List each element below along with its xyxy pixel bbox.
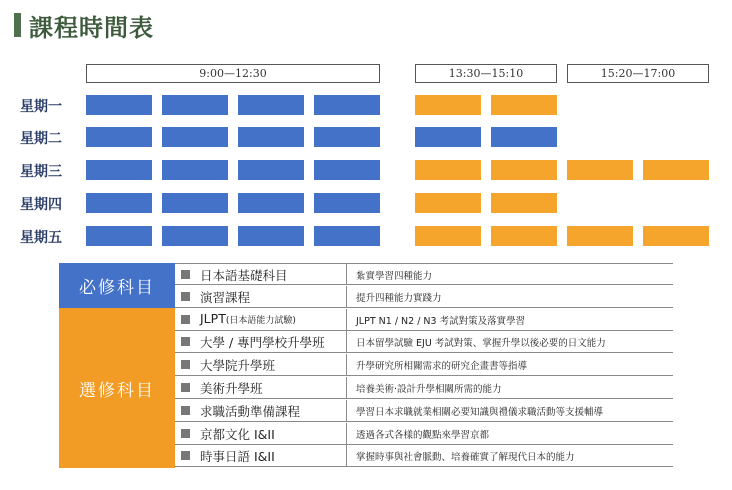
course-description: 掌握時事與社會脈動、培養確實了解現代日本的能力 — [356, 452, 575, 464]
elective-class-slot — [415, 95, 481, 115]
day-label: 星期一 — [20, 99, 62, 115]
required-class-slot — [415, 127, 481, 147]
course-row — [175, 354, 673, 376]
course-name — [200, 402, 300, 420]
course-description: 日本留學試驗 EJU 考試對策、掌握升學以後必要的日文能力 — [356, 338, 606, 350]
course-description: 提升四種能力實踐力 — [356, 292, 442, 304]
required-class-slot — [314, 226, 380, 246]
course-row — [175, 423, 673, 445]
elective-class-slot — [567, 226, 633, 246]
required-class-slot — [86, 95, 152, 115]
column-divider — [346, 354, 347, 375]
course-name-text: 求職活動準備課程 — [200, 403, 301, 419]
required-class-slot — [86, 193, 152, 213]
time-slot-afternoon-2: 15:20—17:00 — [567, 64, 709, 83]
required-class-slot — [86, 160, 152, 180]
bullet-square-icon — [181, 429, 190, 438]
course-row — [175, 400, 673, 422]
required-class-slot — [491, 127, 557, 147]
elective-class-slot — [643, 160, 709, 180]
elective-class-slot — [491, 160, 557, 180]
title-accent-bar — [14, 13, 21, 37]
day-label: 星期二 — [20, 131, 62, 147]
time-slot-morning: 9:00—12:30 — [86, 64, 380, 83]
required-class-slot — [162, 95, 228, 115]
course-row — [175, 445, 673, 467]
day-label: 星期三 — [20, 164, 62, 180]
bullet-square-icon — [181, 383, 190, 392]
required-class-slot — [162, 226, 228, 246]
course-name-text: 大學 / 專門學校升學班 — [200, 335, 325, 351]
elective-class-slot — [567, 160, 633, 180]
column-divider — [346, 400, 347, 421]
bullet-square-icon — [181, 337, 190, 346]
course-row — [175, 377, 673, 399]
course-description: 紮實學習四種能力 — [356, 271, 433, 282]
course-description: 升學研究所相關需求的研究企畫書等指導 — [356, 361, 528, 373]
required-category: 必修科目 — [59, 263, 175, 308]
course-description: 透過各式各樣的觀點來學習京都 — [356, 429, 490, 441]
course-description: JLPT N1 / N2 / N3 考試對策及落實學習 — [356, 315, 526, 327]
course-name-text: 大學院升學班 — [200, 358, 276, 374]
course-name — [200, 333, 325, 351]
course-name — [200, 266, 288, 284]
required-class-slot — [238, 226, 304, 246]
elective-class-slot — [415, 193, 481, 213]
elective-category: 選修科目 — [59, 308, 175, 468]
column-divider — [346, 423, 347, 444]
required-class-slot — [238, 160, 304, 180]
bullet-square-icon — [181, 270, 190, 279]
course-name — [200, 447, 275, 465]
column-divider — [346, 377, 347, 398]
required-class-slot — [86, 226, 152, 246]
bullet-square-icon — [181, 360, 190, 369]
course-row — [175, 331, 673, 353]
column-divider — [346, 331, 347, 352]
time-slot-afternoon-1: 13:30—15:10 — [415, 64, 557, 83]
course-description: 學習日本求職就業相關必要知識與禮儀求職活動等支援輔導 — [356, 406, 604, 418]
required-class-slot — [314, 160, 380, 180]
required-class-slot — [162, 193, 228, 213]
elective-class-slot — [643, 226, 709, 246]
day-label: 星期四 — [20, 197, 62, 213]
course-name — [200, 379, 263, 397]
course-row — [175, 263, 673, 285]
course-name-note: (日本語能力試驗) — [225, 315, 296, 326]
bullet-square-icon — [181, 292, 190, 301]
elective-class-slot — [415, 160, 481, 180]
course-name-text: JLPT — [200, 310, 226, 326]
day-label: 星期五 — [20, 230, 62, 246]
required-class-slot — [314, 193, 380, 213]
course-name — [200, 288, 250, 306]
bullet-square-icon — [181, 451, 190, 460]
course-name — [200, 356, 275, 374]
required-class-slot — [238, 127, 304, 147]
title-block — [14, 8, 154, 42]
course-row — [175, 309, 673, 331]
course-name — [200, 425, 275, 443]
course-name-text: 日本語基礎科目 — [200, 268, 288, 283]
elective-class-slot — [491, 193, 557, 213]
course-row — [175, 286, 673, 308]
required-class-slot — [314, 95, 380, 115]
bullet-square-icon — [181, 315, 190, 324]
column-divider — [346, 286, 347, 307]
required-class-slot — [238, 193, 304, 213]
column-divider — [346, 309, 347, 330]
required-class-slot — [238, 95, 304, 115]
elective-class-slot — [415, 226, 481, 246]
column-divider — [346, 445, 347, 466]
course-name-text: 時事日語 I&II — [200, 449, 275, 465]
course-name-text: 美術升學班 — [200, 381, 263, 396]
bullet-square-icon — [181, 406, 190, 415]
course-description: 培養美術·設計升學相關所需的能力 — [356, 384, 502, 395]
required-class-slot — [162, 127, 228, 147]
course-name — [200, 311, 296, 326]
elective-class-slot — [491, 226, 557, 246]
page-title: 課程時間表 — [29, 12, 154, 42]
required-class-slot — [162, 160, 228, 180]
course-name-text: 京都文化 I&II — [200, 426, 275, 442]
column-divider — [346, 264, 347, 285]
course-name-text: 演習課程 — [200, 289, 251, 305]
elective-class-slot — [491, 95, 557, 115]
required-class-slot — [314, 127, 380, 147]
required-class-slot — [86, 127, 152, 147]
